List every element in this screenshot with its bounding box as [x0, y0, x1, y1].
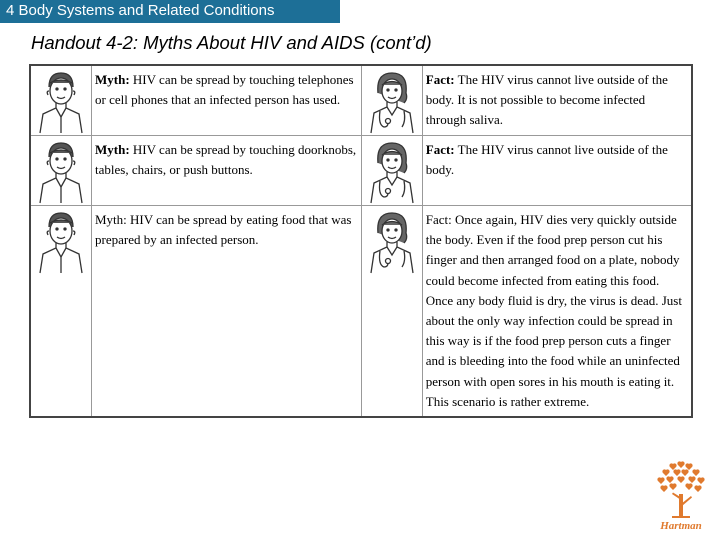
myth-cell: [92, 136, 362, 206]
header-title: 4 Body Systems and Related Conditions: [6, 2, 275, 19]
fact-cell: [422, 206, 692, 418]
myth-cell: [92, 206, 362, 418]
myth-text: HIV can be spread by touching telephones or cell phones that an infected person has used.: [95, 72, 354, 108]
myth-fact-table: [29, 64, 693, 418]
myth-label: Myth:: [95, 142, 130, 157]
male-person-icon: [35, 209, 87, 275]
fact-image-cell: [361, 65, 422, 136]
myth-image-cell: [30, 65, 92, 136]
hartman-logo: [646, 458, 716, 538]
female-nurse-icon: [366, 139, 418, 205]
table-row: [30, 136, 692, 206]
fact-label: Fact: [425, 212, 449, 227]
hartman-logo-icon: [646, 458, 716, 520]
fact-image-cell: [361, 136, 422, 206]
male-person-icon: [35, 139, 87, 205]
male-person-icon: [35, 69, 87, 135]
female-nurse-icon: [366, 209, 418, 275]
table-row: [30, 65, 692, 136]
fact-label: Fact:: [425, 72, 455, 87]
fact-cell: [422, 65, 692, 136]
myth-text: : HIV can be spread by eating food that was prepared by an infected person.: [95, 212, 352, 248]
myth-image-cell: [30, 136, 92, 206]
myth-label: Myth:: [95, 72, 130, 87]
logo-text: Hartman: [660, 520, 702, 532]
fact-text: The HIV virus cannot live outside of the body.: [425, 142, 668, 178]
header-bar: [0, 0, 340, 23]
fact-label: Fact:: [425, 142, 455, 157]
myth-label: Myth: [95, 212, 124, 227]
fact-text: The HIV virus cannot live outside of the body. It is not possible to become infected through saliva.: [425, 72, 668, 128]
fact-text: : Once again, HIV dies very quickly outside the body. Even if the food prep person cut his finger and then arranged food on a plate, nobody could become infected from eating this food. Once any body fluid is dry, the virus is dead. Just about the only way infection could be spread in this way is if the food prep person cuts a finger and is bleeding into the food while an uninfected person with open sores in his mouth is eating it. This scenario is rather extreme.: [425, 212, 682, 409]
myth-cell: [92, 65, 362, 136]
page-title: Handout 4-2: Myths About HIV and AIDS (cont’d): [31, 32, 432, 53]
myth-image-cell: [30, 206, 92, 418]
fact-image-cell: [361, 206, 422, 418]
fact-cell: [422, 136, 692, 206]
table-row: [30, 206, 692, 418]
female-nurse-icon: [366, 69, 418, 135]
myth-text: HIV can be spread by touching doorknobs, tables, chairs, or push buttons.: [95, 142, 357, 178]
